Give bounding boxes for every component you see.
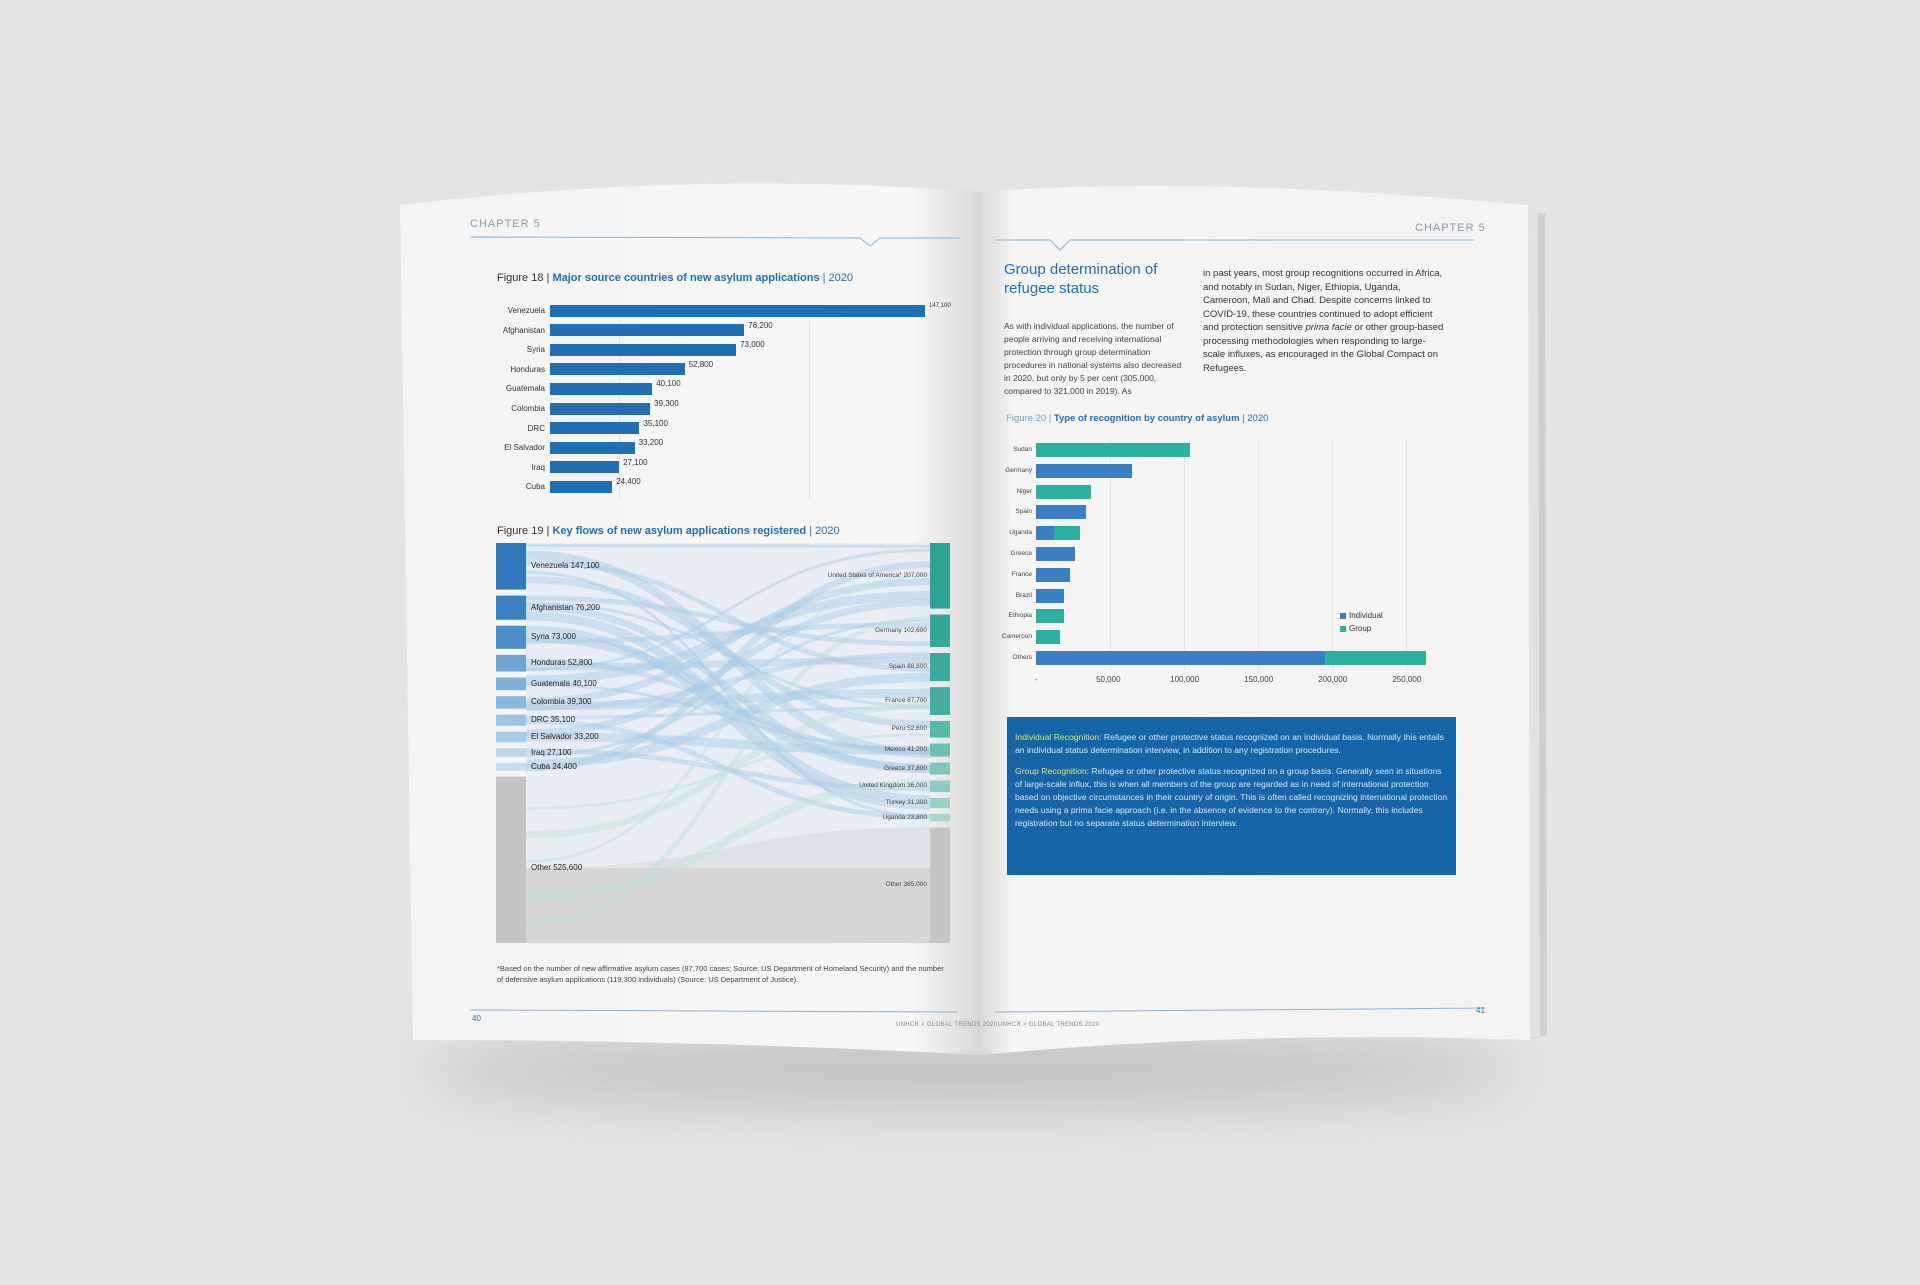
sankey-destination-label: Other 365,000 (885, 881, 927, 889)
fig20-category-label: Brazil (1015, 591, 1032, 599)
sankey-source-label: Other 525,600 (531, 863, 583, 873)
sankey-source-label: DRC 35,100 (531, 715, 576, 725)
fig18-category-label: DRC (527, 423, 545, 433)
section-heading-line1: Group determination of (1004, 261, 1158, 278)
legend-swatch (1340, 613, 1346, 619)
fig18-bar (550, 461, 619, 473)
figure19-title (497, 525, 840, 537)
fig18-bar (550, 383, 652, 395)
fig20-category-label: Greece (1010, 550, 1032, 557)
group-recognition-text: : Refugee or other protective status recognized on a group basis. Generally seen in situations of large-scale influx, this is when all members of the group are regarded as in need of international protection based on objective circumstances in their country of origin. This is often called recognizing international protection needs using a prima facie approach (i.e. in the absence of evidence to the contrary). Normally, this includes registration but no separate status determination interview. (1015, 766, 1448, 828)
group-recognition-definition (1015, 765, 1448, 830)
fig18-value-label: 24,400 (616, 477, 641, 487)
figure18-title-text: Major source countries of new asylum applications (552, 272, 820, 284)
fig20-category-label: Others (1012, 654, 1032, 661)
fig18-bar (550, 305, 925, 317)
fig18-value-label: 33,200 (638, 438, 664, 448)
fig20-bar-group (1036, 443, 1190, 457)
para2-end: or other group-based processing methodologies when responding to large-scale influxes, as encouraged in the Global Compact on Refugees. (1203, 322, 1444, 374)
sankey-destination-node (930, 744, 950, 757)
sankey-destination-label: France 87,700 (885, 697, 927, 705)
fig20-bar-individual (1036, 651, 1325, 665)
fig20-gridline (1184, 439, 1185, 671)
fig18-value-label: 40,100 (656, 379, 681, 389)
figure19-title-text: Key flows of new asylum applications registered (552, 525, 807, 537)
figure20-prefix: Figure 20 | (1006, 413, 1054, 424)
fig20-category-label: Spain (1015, 508, 1032, 516)
chapter-label-right: CHAPTER 5 (1415, 222, 1486, 234)
fig18-value-label: 76,200 (748, 320, 773, 330)
fig18-value-label: 27,100 (623, 457, 648, 467)
page-number-right: 41 (1476, 1006, 1485, 1015)
individual-recognition-label: Individual Recognition (1015, 732, 1100, 742)
sankey-source-label: Colombia 39,300 (531, 697, 592, 707)
fig20-gridline (1258, 439, 1259, 671)
figure19-sankey (496, 543, 950, 955)
section-heading (1004, 260, 1157, 298)
individual-recognition-text: : Refugee or other protective status recognized on an individual basis. Normally this entails an individual status determination interview, in addition to any registration procedures. (1015, 732, 1444, 755)
figure18-year: | 2020 (819, 272, 854, 284)
sankey-source-label: Honduras 52,800 (531, 658, 593, 668)
fig20-bar-group (1036, 609, 1064, 623)
fig20-category-label: Niger (1016, 487, 1032, 495)
figure18-title (497, 272, 853, 284)
footer-running-title-right: UNHCR > GLOBAL TRENDS 2020 (998, 1022, 1100, 1028)
fig18-category-label: El Salvador (504, 443, 545, 453)
sankey-flow (526, 545, 930, 546)
fig20-bar-group (1036, 630, 1060, 644)
sankey-destination-label: Mexico 41,200 (884, 746, 927, 754)
footer-running-title-left: UNHCR > GLOBAL TRENDS 2020 (896, 1022, 998, 1028)
sankey-destination-node (930, 687, 950, 715)
sankey-destination-label: United Kingdom 36,000 (859, 782, 927, 790)
legend-swatch (1340, 626, 1346, 632)
fig18-category-label: Iraq (531, 462, 545, 472)
fig20-xtick-label: 50,000 (1096, 675, 1121, 684)
sankey-source-label: Iraq 27,100 (531, 747, 572, 757)
fig18-value-label: 35,100 (643, 418, 668, 428)
sankey-source-node (496, 678, 526, 691)
fig20-category-label: Sudan (1013, 446, 1032, 453)
fig20-legend-item (1340, 624, 1371, 633)
fig18-bar (550, 344, 736, 356)
sankey-destination-node (930, 827, 950, 943)
figure20-title-text: Type of recognition by country of asylum (1053, 413, 1240, 424)
sankey-destination-label: Turkey 31,300 (885, 798, 927, 806)
figure18-prefix: Figure 18 | (497, 272, 553, 284)
sankey-destination-node (930, 653, 950, 681)
fig18-bar (550, 403, 650, 415)
figure18-chart (460, 300, 980, 505)
sankey-source-node (496, 715, 526, 726)
figure20-chart (990, 435, 1460, 695)
figure19-footnote: *Based on the number of new affirmative asylum cases (87,700 cases; Source: US Department of Homeland Security) and the number of defensive asylum applications (119,300 individuals) (Source: US Department of Justice). (497, 964, 944, 984)
sankey-destination-node (930, 781, 950, 792)
sankey-destination-label: Uganda 23,800 (882, 813, 927, 821)
fig18-category-label: Afghanistan (502, 325, 545, 335)
fig20-category-label: Uganda (1009, 529, 1032, 537)
sankey-destination-label: Peru 52,600 (891, 725, 927, 733)
fig18-category-label: Colombia (511, 404, 545, 413)
body-paragraph-2 (1203, 267, 1448, 375)
fig18-category-label: Venezuela (507, 306, 545, 315)
fig20-xtick-label: 250,000 (1392, 675, 1422, 684)
group-recognition-label: Group Recognition (1015, 766, 1087, 776)
fig18-category-label: Cuba (525, 482, 545, 492)
fig20-bar-individual (1036, 464, 1132, 478)
fig18-value-label: 52,800 (688, 359, 714, 369)
para2-emphasis: prima facie (1305, 322, 1352, 333)
figure19-year: | 2020 (806, 525, 840, 537)
sankey-source-label: Venezuela 147,100 (531, 561, 600, 571)
para2-start: in past years, most group recognitions occurred in Africa, and notably in Sudan, Niger, Ethiopia, Uganda, Cameroon, Mali and Chad. Despite concerns linked to COVID-19, these countries continued to adopt efficient and protection sensitive (1203, 268, 1443, 333)
fig18-bar (550, 363, 685, 375)
sankey-destination-node (930, 543, 950, 609)
sankey-destination-label: United States of America* 207,000 (827, 571, 927, 579)
sankey-source-node (496, 543, 526, 590)
sankey-source-node (496, 732, 526, 743)
sankey-source-node (496, 777, 526, 943)
figure19-prefix: Figure 19 | (497, 525, 553, 537)
fig20-xtick-label: 200,000 (1318, 675, 1348, 684)
sankey-source-label: Syria 73,000 (531, 632, 576, 642)
legend-label: Individual (1349, 611, 1383, 620)
fig18-category-label: Syria (526, 345, 545, 355)
fig20-bar-individual (1036, 589, 1064, 603)
fig20-bar-group (1325, 651, 1426, 665)
fig20-category-label: Germany (1005, 466, 1032, 474)
fig18-bar (550, 481, 612, 493)
sankey-destination-label: Germany 102,600 (874, 626, 927, 634)
body-paragraph-1: As with individual applications, the number of people arriving and receiving international protection through group determination procedures in national systems also decreased in 2020, but only by 5 per cent (305,000, compared to 321,000 in 2019). As (1004, 321, 1182, 396)
sankey-destination-node (930, 798, 950, 808)
sankey-source-node (496, 626, 526, 649)
fig20-bar-group (1054, 526, 1081, 540)
fig18-bar (550, 324, 744, 336)
sankey-source-label: El Salvador 33,200 (531, 732, 599, 742)
sankey-source-node (496, 696, 526, 708)
fig20-bar-individual (1036, 547, 1075, 561)
fig20-legend-item (1340, 611, 1383, 620)
sankey-source-label: Guatemala 40,100 (531, 678, 597, 688)
fig20-bar-individual (1036, 568, 1070, 582)
fig20-category-label: France (1011, 570, 1032, 578)
fig20-xtick-label: 100,000 (1170, 675, 1200, 684)
sankey-destination-node (930, 814, 950, 822)
fig18-bar (550, 422, 639, 434)
fig18-bar (550, 442, 635, 454)
sankey-destination-node (930, 721, 950, 738)
sankey-source-node (496, 596, 526, 620)
fig18-gridline (809, 320, 810, 500)
fig18-value-label: 147,100 (929, 303, 951, 309)
sankey-source-node (496, 763, 526, 771)
sankey-source-label: Afghanistan 76,200 (531, 602, 600, 612)
figure20-title (1006, 413, 1268, 424)
sankey-source-node (496, 655, 526, 672)
page-number-left: 40 (472, 1014, 481, 1023)
fig20-gridline (1406, 439, 1407, 671)
sankey-destination-label: Greece 37,800 (883, 764, 927, 772)
fig18-category-label: Honduras (510, 364, 545, 374)
figure20-year: | 2020 (1239, 413, 1269, 424)
chapter-label-left: CHAPTER 5 (470, 218, 541, 230)
fig18-value-label: 39,300 (654, 399, 679, 408)
fig20-bar-group (1036, 485, 1091, 499)
definitions-infobox (1007, 717, 1456, 875)
fig18-category-label: Guatemala (505, 384, 545, 394)
fig20-category-label: Cameroon (1001, 633, 1032, 641)
section-heading-line2: refugee status (1004, 280, 1100, 297)
individual-recognition-definition (1015, 731, 1448, 757)
fig20-gridline (1332, 439, 1333, 671)
fig18-value-label: 73,000 (740, 340, 765, 350)
fig20-bar-individual (1036, 526, 1054, 540)
sankey-source-label: Cuba 24,400 (531, 761, 577, 771)
fig20-xtick-label: - (1035, 675, 1038, 684)
sankey-destination-node (930, 763, 950, 775)
sankey-source-node (496, 748, 526, 757)
sankey-destination-node (930, 615, 950, 647)
fig20-category-label: Ethiopia (1008, 612, 1032, 620)
fig20-xtick-label: 150,000 (1244, 675, 1274, 684)
sankey-destination-label: Spain 88,800 (888, 663, 927, 671)
fig20-bar-individual (1036, 505, 1086, 519)
legend-label: Group (1349, 624, 1372, 633)
